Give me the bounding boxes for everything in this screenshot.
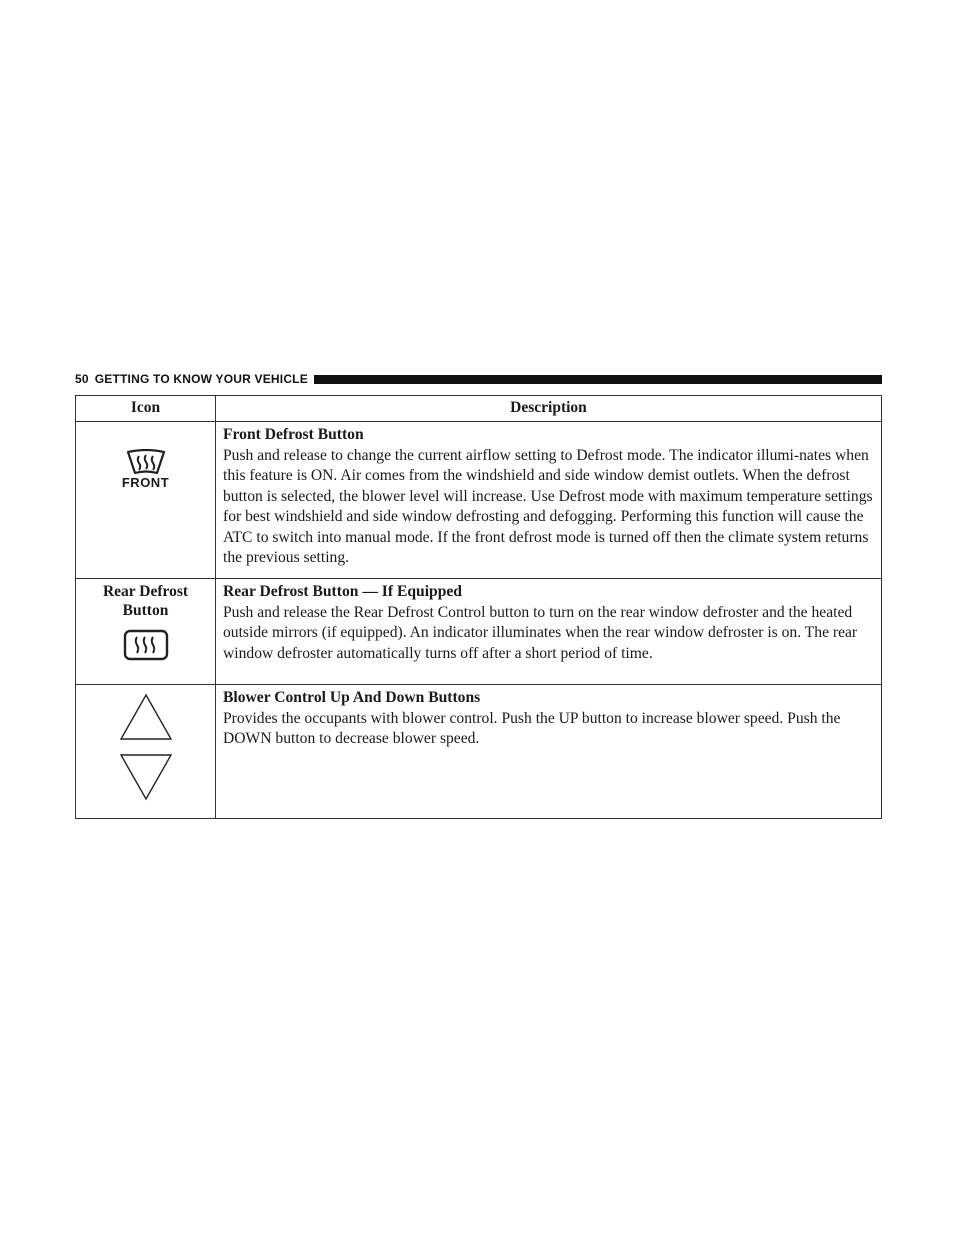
description-cell: [216, 685, 882, 819]
row-title: Blower Control Up And Down Buttons: [223, 689, 481, 706]
table-row: [76, 579, 882, 685]
column-header-description: Description: [216, 396, 882, 422]
rear-defrost-icon: [123, 629, 169, 661]
section-title: GETTING TO KNOW YOUR VEHICLE: [94, 372, 308, 386]
row-title: Front Defrost Button: [223, 426, 364, 443]
row-text: Push and release to change the current airflow setting to Defrost mode. The indicator illumi-nates when this feature is ON. Air comes from the windshield and side window demist outlets. When the defrost button is selected, the blower level will increase. Use Defrost mode with maximum temperature settings for best windshield and side window defrosting and defogging. Performing this function will cause the ATC to switch into manual mode. If the front defrost mode is turned off then the climate system returns the previous setting.: [223, 446, 873, 566]
row-text: Provides the occupants with blower control. Push the UP button to increase blower speed. Push the DOWN button to decrease blower speed.: [223, 709, 841, 747]
controls-table: [75, 395, 882, 819]
front-icon-caption: FRONT: [121, 475, 170, 490]
table-header-row: [76, 396, 882, 422]
blower-up-icon: [118, 693, 174, 741]
description-cell: [216, 422, 882, 579]
row-title: Rear Defrost Button — If Equipped: [223, 583, 462, 600]
front-defrost-icon: [124, 449, 168, 477]
row-text: Push and release the Rear Defrost Control button to turn on the rear window defroster and the heated outside mirrors (if equipped). An indicator illuminates when the rear window defroster is on. The rear window defroster automatically turns off after a short period of time.: [223, 603, 858, 662]
icon-cell: [76, 422, 216, 579]
table-row: [76, 422, 882, 579]
icon-label: Rear Defrost Button: [102, 583, 189, 619]
icon-cell: [76, 579, 216, 685]
description-cell: [216, 579, 882, 685]
page-number: 50: [75, 372, 89, 386]
header-rule: [314, 375, 882, 384]
page-header: [75, 371, 882, 387]
column-header-icon: Icon: [76, 396, 216, 422]
blower-down-icon: [118, 753, 174, 801]
table-row: [76, 685, 882, 819]
icon-cell: [76, 685, 216, 819]
